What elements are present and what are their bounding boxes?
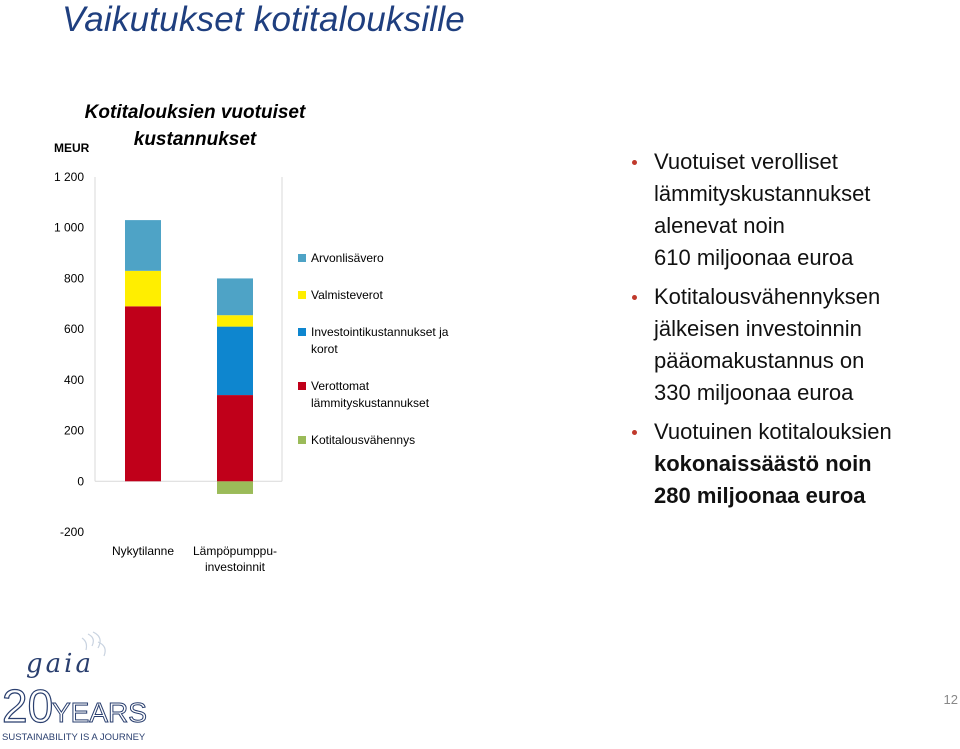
x-tick-label: investoinnit [204,560,266,574]
gaia-logo [0,630,147,744]
svg-text:gaia: gaia [26,649,94,679]
bullet-item [632,281,952,409]
bullet-line: Kotitalousvähennyksen [654,284,881,309]
bullet-line: jälkeisen investoinnin [654,316,862,341]
bullet-line: alenevat noin [654,213,785,238]
y-tick-label: 1 200 [53,170,84,184]
bullet-line: lämmityskustannukset [654,181,871,206]
y-tick-label: 200 [63,423,84,438]
chart-title-line: kustannukset [133,129,257,150]
y-unit-label: MEUR [54,141,90,155]
x-tick-label: Nykytilanne [111,544,175,558]
legend-swatch [298,291,306,299]
bullet-dot-icon [632,295,637,300]
bullet-line: 330 miljoonaa euroa [654,380,854,405]
legend-label: Investointikustannukset ja [311,325,449,339]
legend-label: lämmityskustannukset [311,396,430,410]
bullet-item [632,416,952,512]
legend-label: Kotitalousvähennys [311,433,416,447]
bar-segment [125,220,161,271]
bullet-dot-icon [632,430,637,435]
bar-segment [217,278,253,315]
y-tick-label: 600 [63,322,84,337]
bar-segment [125,271,161,307]
bar-segment [125,306,161,481]
legend-label: Arvonlisävero [311,251,384,265]
bar-segment [217,327,253,395]
bullet-list [632,146,952,519]
bullet-line: kokonaissäästö noin [654,451,872,476]
svg-text:YEARS: YEARS [52,697,147,728]
bar-segment [217,315,253,326]
legend-swatch [298,382,306,390]
slide-title: Vaikutukset kotitalouksille [62,0,465,39]
svg-text:SUSTAINABILITY IS A JOURNEY: SUSTAINABILITY IS A JOURNEY [2,732,146,743]
bullet-dot-icon [632,160,637,165]
legend-swatch [298,254,306,262]
legend-swatch [298,328,306,336]
bullet-line: Vuotuiset verolliset [654,149,838,174]
x-tick-label: Lämpöpumppu- [192,544,278,558]
y-tick-label: 0 [77,474,84,489]
legend-label: Verottomat [311,379,370,393]
chart-title-line: Kotitalouksien vuotuiset [84,102,306,123]
y-tick-label: 400 [63,372,84,387]
y-tick-label: 1 000 [53,220,84,235]
legend-label: Valmisteverot [311,288,383,302]
y-tick-label: -200 [59,525,84,539]
svg-text:20: 20 [2,680,54,732]
bar-segment [217,395,253,481]
legend-label: korot [311,342,338,356]
bullet-line: 610 miljoonaa euroa [654,245,854,270]
y-tick-label: 800 [63,271,84,286]
bullet-line: pääomakustannus on [654,348,865,373]
bullet-line: Vuotuinen kotitalouksien [654,419,892,444]
bar-segment [217,481,253,494]
bullet-line: 280 miljoonaa euroa [654,483,866,508]
page-number: 12 [943,692,958,707]
bullet-item [632,146,952,274]
legend-swatch [298,436,306,444]
